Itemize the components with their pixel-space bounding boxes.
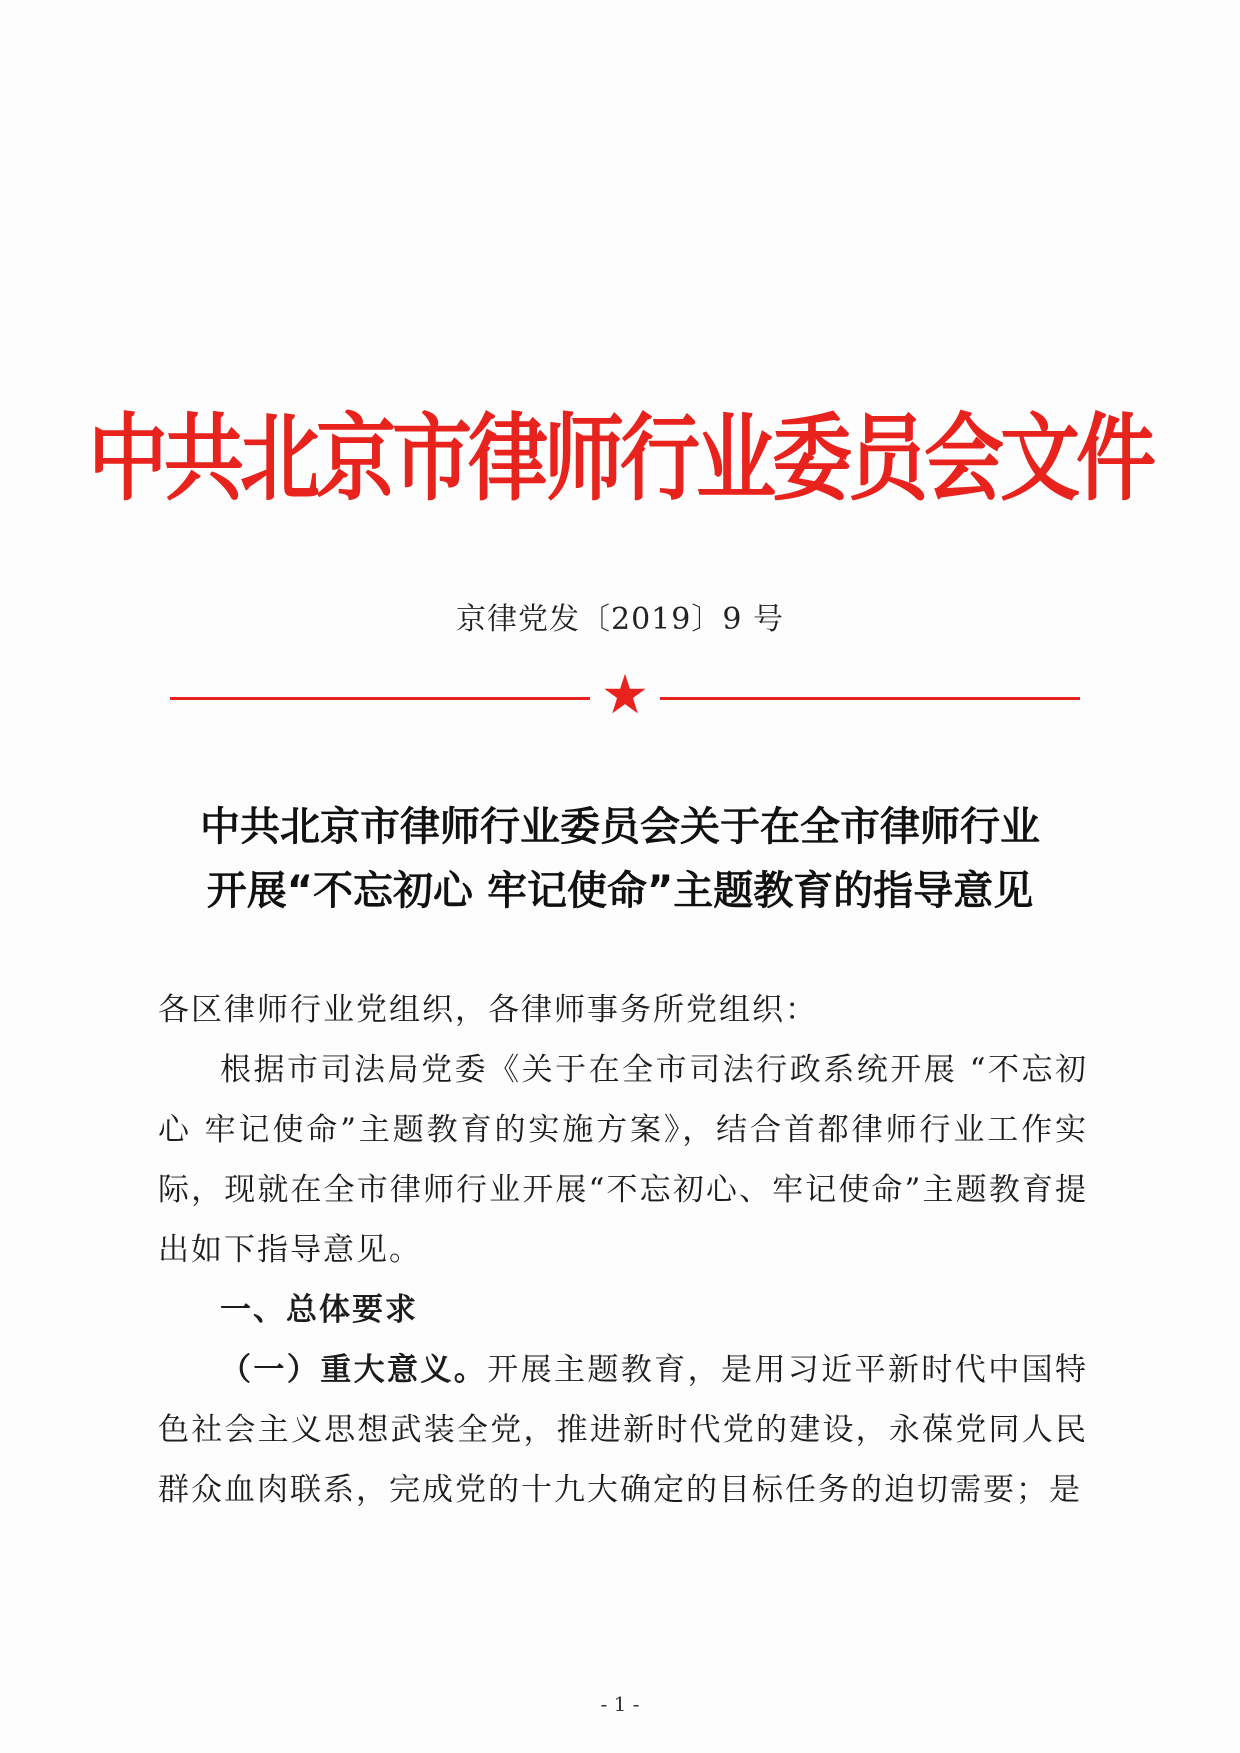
title-line-1: 中共北京市律师行业委员会关于在全市律师行业: [200, 804, 1040, 850]
document-number: 京律党发〔2019〕9 号: [456, 602, 784, 637]
red-rule-left: [170, 697, 590, 700]
title-line-2: 开展“不忘初心 牢记使命”主题教育的指导意见: [206, 868, 1034, 914]
section-heading: 一、总体要求: [220, 1292, 418, 1328]
salutation: 各区律师行业党组织，各律师事务所党组织：: [158, 992, 818, 1028]
masthead-title: 中共北京市律师行业委员会文件: [88, 403, 1152, 514]
document-body: [158, 980, 1088, 1520]
intro-paragraph: 根据市司法局党委《关于在全市司法行政系统开展 “不忘初心 牢记使命”主题教育的实施方案》，结合首都律师行业工作实际，现就在全市律师行业开展“不忘初心、牢记使命”主题教育提出如下指导意见。: [158, 1052, 1088, 1268]
red-rule-right: [660, 697, 1080, 700]
page-number: - 1 -: [600, 1692, 640, 1716]
item-lead: （一）重大意义。: [220, 1352, 488, 1388]
document-title: [0, 795, 1240, 923]
item-text: 开展主题教育，是用习近平新时代中国特色社会主义思想武装全党，推进新时代党的建设，永葆党同人民群众血肉联系，完成党的十九大确定的目标任务的迫切需要；是: [158, 1352, 1089, 1508]
section-item-paragraph: [158, 1340, 1088, 1520]
star-icon: [603, 672, 647, 716]
